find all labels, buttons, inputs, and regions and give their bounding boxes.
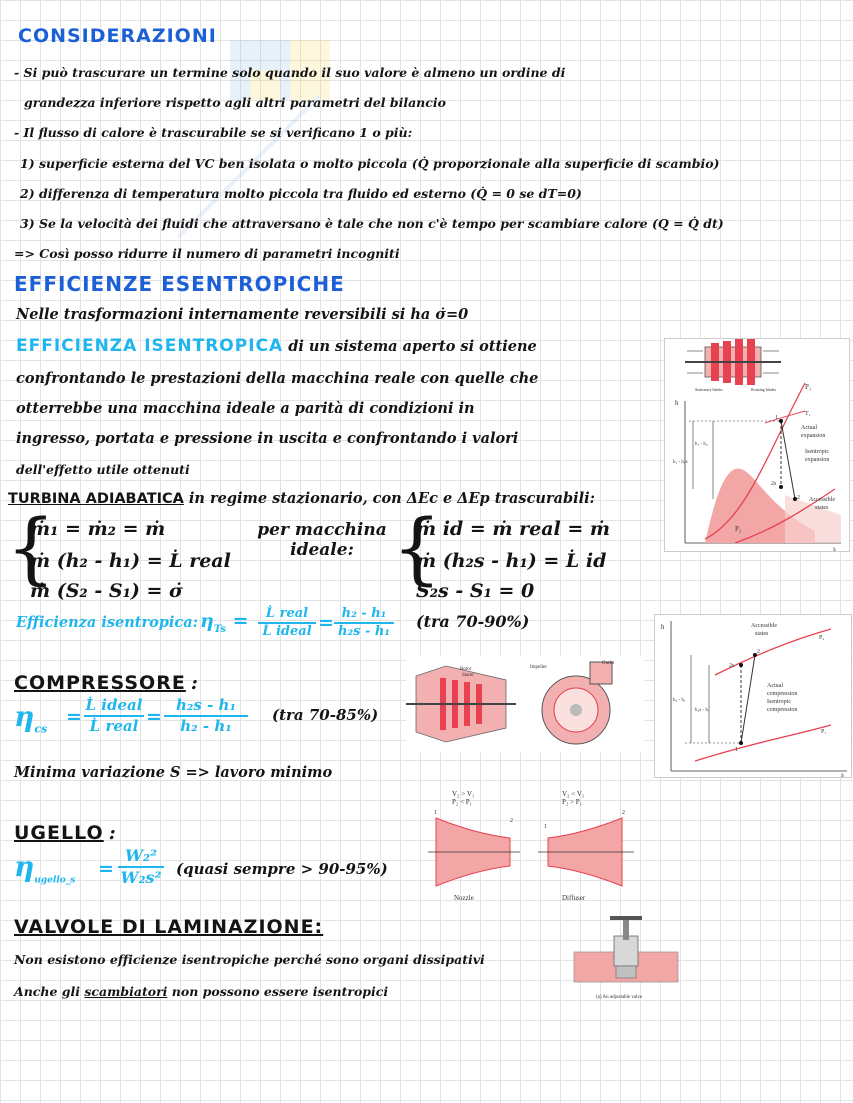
turbine-pt1: 1 — [775, 415, 778, 421]
valve-drawing — [570, 912, 682, 1002]
nozzle-caption: Nozzle — [454, 894, 474, 902]
compressor-dh2: h₂s - h₁ — [695, 708, 710, 713]
ugello-eta-sub: ugello_s — [34, 875, 76, 886]
turbina-eff-symbol: η — [200, 610, 214, 632]
turbine-state2s-dot — [779, 485, 783, 489]
ugello-eta-symbol: η — [14, 850, 35, 883]
compressore-frac2-den: h₂ - h₁ — [164, 715, 248, 735]
turbina-line — [8, 490, 595, 507]
turbina-ideal-eq3: S₂s - S₁ = 0 — [416, 580, 535, 602]
turbine-cap-right: Rotating blades — [751, 387, 776, 392]
considerazioni-item2: 2) differenza di temperatura molto piccola tra fluido ed esterno (Q̇ = 0 se dT=0) — [20, 186, 582, 201]
turbina-real-eq3: ṁ (S₂ - S₁) = σ̇ — [30, 580, 184, 602]
compressor-actual: Actual — [767, 683, 783, 689]
compressor-machines-drawing — [406, 656, 644, 752]
diffuser-cond1: V₂ < V₁ — [562, 790, 585, 798]
compressor-label-s: s — [841, 771, 844, 777]
considerazioni-title: CONSIDERAZIONI — [18, 25, 217, 47]
compressor-dh1: h₂ - h₁ — [673, 698, 686, 703]
turbine-states: states — [815, 505, 829, 511]
diffuser-n2: 2 — [622, 810, 625, 816]
considerazioni-item3: 3) Se la velocità dei fluidi che attraversano è tale che non c'è tempo per scambiare calore (Q = Q̇ dt) — [20, 216, 724, 231]
compressor-actual-line — [741, 655, 755, 743]
considerazioni-line3: - Il flusso di calore è trascurabile se si verificano 1 o più: — [14, 125, 413, 140]
efficienze-line1: Nelle trasformazioni internamente reversibili si ha σ̇=0 — [16, 306, 469, 323]
turbine-label-h: h — [675, 399, 679, 407]
turbina-frac1-den: L̇ ideal — [258, 622, 316, 639]
turbine-label-s: s — [833, 545, 836, 551]
turbina-ideal-label: per macchina ideale: — [257, 520, 387, 560]
compressor-accessible: Accessible — [751, 623, 777, 629]
compressor-isobar-p1 — [695, 725, 831, 761]
turbine-diagram — [665, 339, 849, 551]
compressor-pt1: 1 — [735, 747, 738, 753]
brace-real: { — [6, 504, 56, 594]
turbina-eff-label: Efficienza isentropica: — [16, 614, 199, 631]
compressor-p1: P₁ — [821, 729, 827, 735]
turbine-isentropic-expansion: expansion — [805, 457, 830, 463]
compressor-label-h: h — [661, 623, 665, 631]
turbina-real-eq2: ṁ (h₂ - h₁) = L̇ real — [30, 550, 231, 572]
ugello-eta — [14, 850, 75, 886]
nozzle-n1: 1 — [434, 810, 437, 816]
turbina-eff-sub: Ts — [213, 623, 226, 635]
turbine-accessible: Accessible — [809, 497, 835, 503]
efficienze-para5: dell'effetto utile ottenuti — [16, 462, 190, 477]
brace-ideal: { — [392, 504, 442, 594]
compressore-min-line: Minima variazione S => lavoro minimo — [14, 764, 333, 781]
valvole-line2 — [14, 984, 388, 999]
efficienze-title: EFFICIENZE ESENTROPICHE — [14, 272, 345, 296]
turbine-p2: P₂ — [735, 525, 742, 533]
turbine-cap-left: Stationary blades — [695, 387, 723, 392]
turbina-title: TURBINA ADIABATICA — [8, 491, 184, 507]
efficienze-para4: ingresso, portata e pressione in uscita e confrontando i valori — [16, 430, 519, 447]
compressor-impeller: Impeller — [530, 665, 547, 670]
nozzle-cond2: P₂ < P₁ — [452, 798, 473, 806]
compressor-compression: compression — [767, 691, 798, 697]
turbine-machine — [685, 339, 781, 385]
considerazioni-line4: => Così posso ridurre il numero di parametri incogniti — [14, 246, 400, 261]
diffuser-caption: Diffuser — [562, 894, 586, 902]
turbine-p1: P₁ — [805, 383, 812, 391]
compressore-line — [14, 672, 198, 694]
turbina-range: (tra 70-90%) — [416, 612, 530, 631]
valve-body — [614, 936, 638, 966]
efficienze-para3: otterrebbe una macchina ideale a parità di condizioni in — [16, 400, 475, 417]
compressor-pt2: 2 — [757, 649, 760, 655]
ugello-line — [14, 822, 116, 844]
compressore-frac1-den: L̇ real — [84, 715, 144, 735]
turbina-frac2-num: h₂ - h₁ — [341, 606, 387, 621]
compressor-hs-figure — [654, 614, 852, 778]
valve-handle — [610, 916, 642, 920]
turbine-dh2: h₁ - h₂s — [673, 460, 688, 465]
turbina-frac1-num: L̇ real — [265, 606, 309, 621]
compressore-colon: : — [190, 672, 198, 694]
ugello-colon: : — [108, 822, 116, 844]
compressor-machines-figure — [406, 656, 644, 752]
valvole-line1: Non esistono efficienze isentropiche perché sono organi dissipativi — [14, 952, 485, 967]
ugello-frac — [118, 846, 164, 887]
compressore-eta-sub: cs — [34, 722, 48, 736]
turbina-real-eq1: ṁ₁ = ṁ₂ = ṁ — [30, 518, 166, 540]
turbina-ideal-eq1: ṁ id = ṁ real = ṁ — [416, 518, 610, 540]
compressore-title: COMPRESSORE — [14, 672, 186, 694]
efficienza-isentropica-title: EFFICIENZA ISENTROPICA — [16, 336, 284, 356]
turbine-figure — [664, 338, 850, 552]
centrifugal-compressor — [542, 662, 612, 744]
compressore-frac1-num: L̇ ideal — [85, 696, 143, 714]
nozzle-diffuser-drawing — [426, 788, 638, 906]
turbine-pt2: 2 — [797, 495, 800, 501]
turbina-rest: in regime stazionario, con ΔEc e ΔEp trascurabili: — [188, 490, 596, 507]
turbina-frac1 — [258, 606, 316, 639]
compressor-state2s-dot — [739, 663, 743, 667]
ugello-title: UGELLO — [14, 822, 104, 844]
compressor-stator: Stator — [462, 673, 474, 678]
turbina-frac2 — [334, 606, 394, 639]
turbina-eff-eq: = — [232, 610, 249, 632]
efficienze-para2: confrontando le prestazioni della macchina reale con quelle che — [16, 370, 539, 387]
compressor-p2: P₂ — [819, 635, 825, 641]
turbine-expansion: expansion — [801, 433, 826, 439]
compressor-isentropic: Isentropic — [767, 699, 791, 705]
compressore-frac1 — [84, 696, 144, 735]
valve-caption: (a) An adjustable valve — [596, 995, 643, 1000]
turbina-frac2-den: h₂s - h₁ — [334, 622, 394, 639]
compressor-isentropic-compression: compression — [767, 707, 798, 713]
turbina-eq2: = — [318, 612, 334, 634]
diffuser-n1: 1 — [544, 824, 547, 830]
valve-figure — [570, 912, 682, 1002]
nozzle-n2: 2 — [510, 818, 513, 824]
valvole-line2-b: scambiatori — [84, 984, 168, 999]
turbine-t1: T₁ — [805, 411, 811, 417]
ugello-eq: = — [98, 858, 114, 880]
compressor-outlet: Outlet — [602, 661, 615, 666]
compressore-eq2: = — [146, 706, 162, 728]
compressor-states: states — [755, 631, 769, 637]
turbine-actual-line — [781, 421, 795, 499]
compressor-hs-diagram — [655, 615, 851, 777]
compressor-rotor: Rotor — [460, 667, 472, 672]
considerazioni-item1: 1) superficie esterna del VC ben isolata o molto piccola (Q̇ proporzionale alla superficie di scambio) — [20, 156, 720, 171]
ugello-range: (quasi sempre > 90-95%) — [176, 860, 388, 878]
turbine-dh1: h₁ - h₂ — [695, 442, 708, 447]
ugello-frac-den: W₂s² — [118, 866, 164, 887]
efficienza-isentropica-rest: di un sistema aperto si ottiene — [288, 338, 537, 355]
considerazioni-line1: - Si può trascurare un termine solo quando il suo valore è almeno un ordine di — [14, 65, 566, 80]
nozzle-cond1: V₂ > V₁ — [452, 790, 475, 798]
compressore-eta — [14, 700, 47, 736]
ugello-frac-num: W₂² — [125, 846, 157, 865]
compressore-eq1: = — [66, 706, 82, 728]
turbine-pt2s: 2s — [771, 481, 777, 487]
compressor-pt2s: 2s — [729, 663, 735, 669]
compressore-frac2-num: h₂s - h₁ — [175, 696, 237, 714]
compressore-frac2 — [164, 696, 248, 735]
considerazioni-line2: grandezza inferiore rispetto agli altri parametri del bilancio — [24, 95, 446, 110]
valvole-title: VALVOLE DI LAMINAZIONE: — [14, 916, 324, 938]
axial-compressor — [406, 666, 516, 742]
valve-stem — [623, 918, 629, 940]
valvole-line2-a: Anche gli — [14, 984, 81, 999]
turbine-isentropic: Isentropic — [805, 449, 829, 455]
efficienza-isentropica-line — [16, 336, 537, 356]
turbine-actual: Actual — [801, 425, 817, 431]
turbina-ideal-eq2: ṁ (h₂s - h₁) = L̇ id — [416, 550, 607, 572]
diffuser-cond2: P₂ > P₁ — [562, 798, 583, 806]
nozzle-diffuser-figure — [426, 788, 638, 906]
valvole-line2-c: non possono essere isentropici — [171, 984, 389, 999]
valve-seat — [616, 966, 636, 978]
compressore-range: (tra 70-85%) — [272, 706, 379, 724]
compressore-eta-symbol: η — [14, 700, 35, 733]
turbina-eff-eta — [200, 610, 249, 635]
